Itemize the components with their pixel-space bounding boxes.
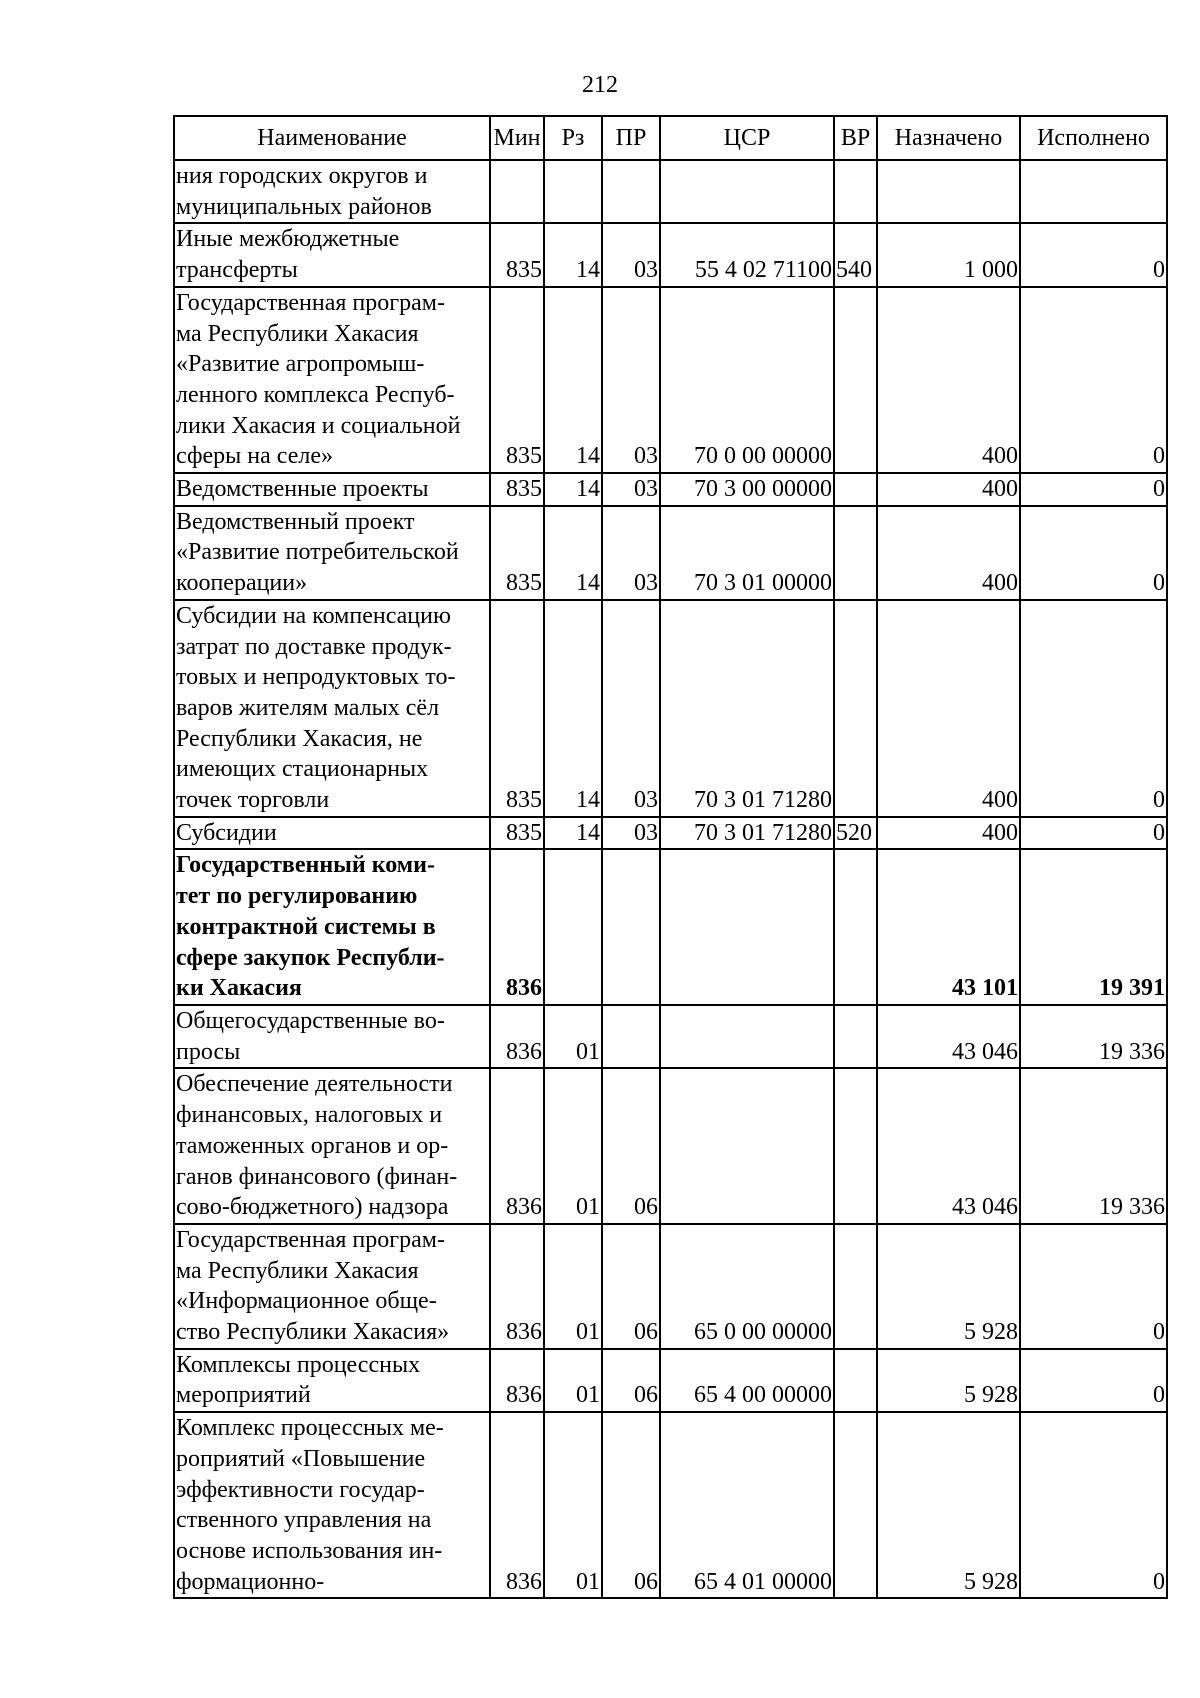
header-csr: ЦСР — [660, 116, 834, 160]
cell-vr: 520 — [834, 817, 877, 850]
cell-min: 835 — [490, 287, 544, 473]
cell-assigned: 400 — [877, 473, 1020, 506]
cell-name — [174, 1224, 490, 1349]
cell-vr — [834, 506, 877, 600]
cell-min: 836 — [490, 1005, 544, 1068]
cell-pr: 03 — [602, 817, 660, 850]
cell-name — [174, 1005, 490, 1068]
table-row — [174, 223, 1167, 286]
cell-min: 835 — [490, 506, 544, 600]
name-line: эффективности государ- — [176, 1476, 425, 1503]
name-line: варов жителям малых сёл — [176, 694, 440, 721]
cell-rz: 01 — [544, 1068, 602, 1224]
cell-rz — [544, 849, 602, 1005]
cell-executed: 0 — [1020, 473, 1167, 506]
cell-csr: 65 0 00 00000 — [660, 1224, 834, 1349]
cell-assigned: 1 000 — [877, 223, 1020, 286]
cell-vr — [834, 287, 877, 473]
table-body — [174, 160, 1167, 1598]
cell-vr — [834, 1349, 877, 1412]
cell-rz: 14 — [544, 473, 602, 506]
header-row — [174, 116, 1167, 160]
cell-executed: 0 — [1020, 1224, 1167, 1349]
table-row — [174, 287, 1167, 473]
table-row — [174, 1349, 1167, 1412]
name-line: Комплексы процессных — [176, 1351, 421, 1378]
cell-min: 836 — [490, 1349, 544, 1412]
cell-pr: 03 — [602, 287, 660, 473]
cell-name — [174, 600, 490, 817]
cell-executed: 0 — [1020, 506, 1167, 600]
cell-executed: 19 391 — [1020, 849, 1167, 1005]
cell-min: 836 — [490, 849, 544, 1005]
cell-executed: 0 — [1020, 1412, 1167, 1598]
table-row — [174, 817, 1167, 850]
header-pr: ПР — [602, 116, 660, 160]
cell-min: 835 — [490, 473, 544, 506]
cell-rz: 14 — [544, 287, 602, 473]
name-line: Республики Хакасия, не — [176, 725, 423, 752]
cell-csr: 70 0 00 00000 — [660, 287, 834, 473]
cell-rz: 01 — [544, 1224, 602, 1349]
name-line: просы — [176, 1038, 241, 1065]
name-line: сово-бюджетного) надзора — [176, 1194, 449, 1221]
table-row — [174, 1005, 1167, 1068]
cell-min — [490, 160, 544, 223]
header-rz: Рз — [544, 116, 602, 160]
name-line: Государственная програм- — [176, 1226, 445, 1253]
cell-csr — [660, 1068, 834, 1224]
cell-min: 835 — [490, 817, 544, 850]
cell-name — [174, 1412, 490, 1598]
cell-rz: 14 — [544, 600, 602, 817]
cell-rz: 14 — [544, 223, 602, 286]
name-line: мероприятий — [176, 1382, 311, 1409]
cell-rz: 01 — [544, 1349, 602, 1412]
cell-pr: 03 — [602, 600, 660, 817]
cell-assigned: 400 — [877, 600, 1020, 817]
table-row — [174, 473, 1167, 506]
cell-assigned: 400 — [877, 817, 1020, 850]
name-line: Ведомственные проекты — [176, 476, 429, 503]
cell-csr — [660, 1005, 834, 1068]
cell-csr: 70 3 00 00000 — [660, 473, 834, 506]
name-line: сфере закупок Республи- — [176, 944, 445, 971]
cell-csr — [660, 849, 834, 1005]
cell-rz: 14 — [544, 506, 602, 600]
cell-name — [174, 160, 490, 223]
cell-executed: 0 — [1020, 223, 1167, 286]
header-vr: ВР — [834, 116, 877, 160]
cell-assigned: 5 928 — [877, 1349, 1020, 1412]
header-min: Мин — [490, 116, 544, 160]
name-line: ма Республики Хакасия — [176, 1257, 419, 1284]
name-line: Иные межбюджетные — [176, 226, 400, 253]
cell-vr — [834, 1224, 877, 1349]
name-line: роприятий «Повышение — [176, 1445, 426, 1472]
cell-assigned — [877, 160, 1020, 223]
cell-pr: 03 — [602, 223, 660, 286]
name-line: формационно- — [176, 1568, 325, 1595]
cell-executed: 0 — [1020, 287, 1167, 473]
name-line: таможенных органов и ор- — [176, 1132, 449, 1159]
name-line: Субсидии на компенсацию — [176, 602, 451, 629]
cell-name — [174, 1068, 490, 1224]
name-line: товых и непродуктовых то- — [176, 664, 456, 691]
cell-vr — [834, 1005, 877, 1068]
name-line: затрат по доставке продук- — [176, 633, 452, 660]
cell-csr: 65 4 00 00000 — [660, 1349, 834, 1412]
cell-executed — [1020, 160, 1167, 223]
name-line: точек торговли — [176, 787, 330, 814]
cell-min: 836 — [490, 1412, 544, 1598]
table-row — [174, 1412, 1167, 1598]
header-executed: Исполнено — [1020, 116, 1167, 160]
cell-name — [174, 506, 490, 600]
name-line: финансовых, налоговых и — [176, 1102, 443, 1129]
name-line: сферы на селе» — [176, 443, 333, 470]
cell-assigned: 43 101 — [877, 849, 1020, 1005]
cell-min: 835 — [490, 223, 544, 286]
table-row — [174, 1068, 1167, 1224]
name-line: «Информационное обще- — [176, 1288, 437, 1315]
cell-pr: 06 — [602, 1068, 660, 1224]
name-line: Субсидии — [176, 819, 277, 846]
cell-csr — [660, 160, 834, 223]
cell-csr: 55 4 02 71100 — [660, 223, 834, 286]
table-row — [174, 600, 1167, 817]
name-line: тет по регулированию — [176, 883, 418, 910]
cell-assigned: 400 — [877, 506, 1020, 600]
cell-executed: 19 336 — [1020, 1068, 1167, 1224]
cell-executed: 0 — [1020, 817, 1167, 850]
cell-pr — [602, 160, 660, 223]
cell-vr — [834, 1412, 877, 1598]
cell-name — [174, 287, 490, 473]
name-line: ство Республики Хакасия» — [176, 1319, 450, 1346]
name-line: ленного комплекса Респуб- — [176, 381, 455, 408]
cell-pr: 06 — [602, 1412, 660, 1598]
cell-pr: 03 — [602, 506, 660, 600]
cell-pr — [602, 849, 660, 1005]
name-line: «Развитие агропромыш- — [176, 351, 425, 378]
table-row — [174, 160, 1167, 223]
table-row — [174, 506, 1167, 600]
cell-assigned: 5 928 — [877, 1412, 1020, 1598]
page-number: 212 — [582, 72, 618, 98]
name-line: «Развитие потребительской — [176, 539, 459, 566]
table-row — [174, 849, 1167, 1005]
name-line: Общегосударственные во- — [176, 1007, 445, 1034]
name-line: ственного управления на — [176, 1507, 432, 1534]
name-line: имеющих стационарных — [176, 756, 429, 783]
cell-pr: 06 — [602, 1224, 660, 1349]
cell-assigned: 43 046 — [877, 1068, 1020, 1224]
cell-executed: 0 — [1020, 1349, 1167, 1412]
cell-rz — [544, 160, 602, 223]
name-line: Государственный коми- — [176, 852, 435, 879]
cell-csr: 70 3 01 71280 — [660, 600, 834, 817]
cell-min: 836 — [490, 1224, 544, 1349]
budget-table — [173, 115, 1168, 1599]
cell-name — [174, 1349, 490, 1412]
cell-assigned: 5 928 — [877, 1224, 1020, 1349]
cell-csr: 70 3 01 00000 — [660, 506, 834, 600]
cell-rz: 01 — [544, 1412, 602, 1598]
cell-rz: 14 — [544, 817, 602, 850]
header-assigned: Назначено — [877, 116, 1020, 160]
header-name: Наименование — [174, 116, 490, 160]
name-line: Комплекс процессных ме- — [176, 1415, 444, 1442]
cell-name — [174, 473, 490, 506]
cell-vr — [834, 473, 877, 506]
cell-vr — [834, 1068, 877, 1224]
name-line: ния городских округов и — [176, 163, 428, 189]
cell-min: 836 — [490, 1068, 544, 1224]
name-line: Ведомственный проект — [176, 508, 415, 535]
cell-csr: 65 4 01 00000 — [660, 1412, 834, 1598]
name-line: ки Хакасия — [176, 975, 302, 1002]
cell-assigned: 400 — [877, 287, 1020, 473]
cell-vr — [834, 849, 877, 1005]
cell-name — [174, 849, 490, 1005]
name-line: основе использования ин- — [176, 1537, 443, 1564]
cell-vr — [834, 160, 877, 223]
name-line: ганов финансового (финан- — [176, 1163, 458, 1190]
cell-assigned: 43 046 — [877, 1005, 1020, 1068]
cell-executed: 19 336 — [1020, 1005, 1167, 1068]
cell-pr: 06 — [602, 1349, 660, 1412]
name-line: муниципальных районов — [176, 193, 432, 220]
cell-name — [174, 817, 490, 850]
cell-pr: 03 — [602, 473, 660, 506]
name-line: контрактной системы в — [176, 913, 436, 940]
cell-name — [174, 223, 490, 286]
name-line: Государственная програм- — [176, 289, 445, 316]
cell-vr — [834, 600, 877, 817]
name-line: кооперации» — [176, 570, 308, 597]
name-line: Обеспечение деятельности — [176, 1071, 453, 1098]
name-line: трансферты — [176, 257, 298, 284]
cell-min: 835 — [490, 600, 544, 817]
cell-pr — [602, 1005, 660, 1068]
name-line: лики Хакасия и социальной — [176, 412, 461, 439]
name-line: ма Республики Хакасия — [176, 320, 419, 347]
cell-executed: 0 — [1020, 600, 1167, 817]
cell-csr: 70 3 01 71280 — [660, 817, 834, 850]
cell-rz: 01 — [544, 1005, 602, 1068]
cell-vr: 540 — [834, 223, 877, 286]
table-row — [174, 1224, 1167, 1349]
